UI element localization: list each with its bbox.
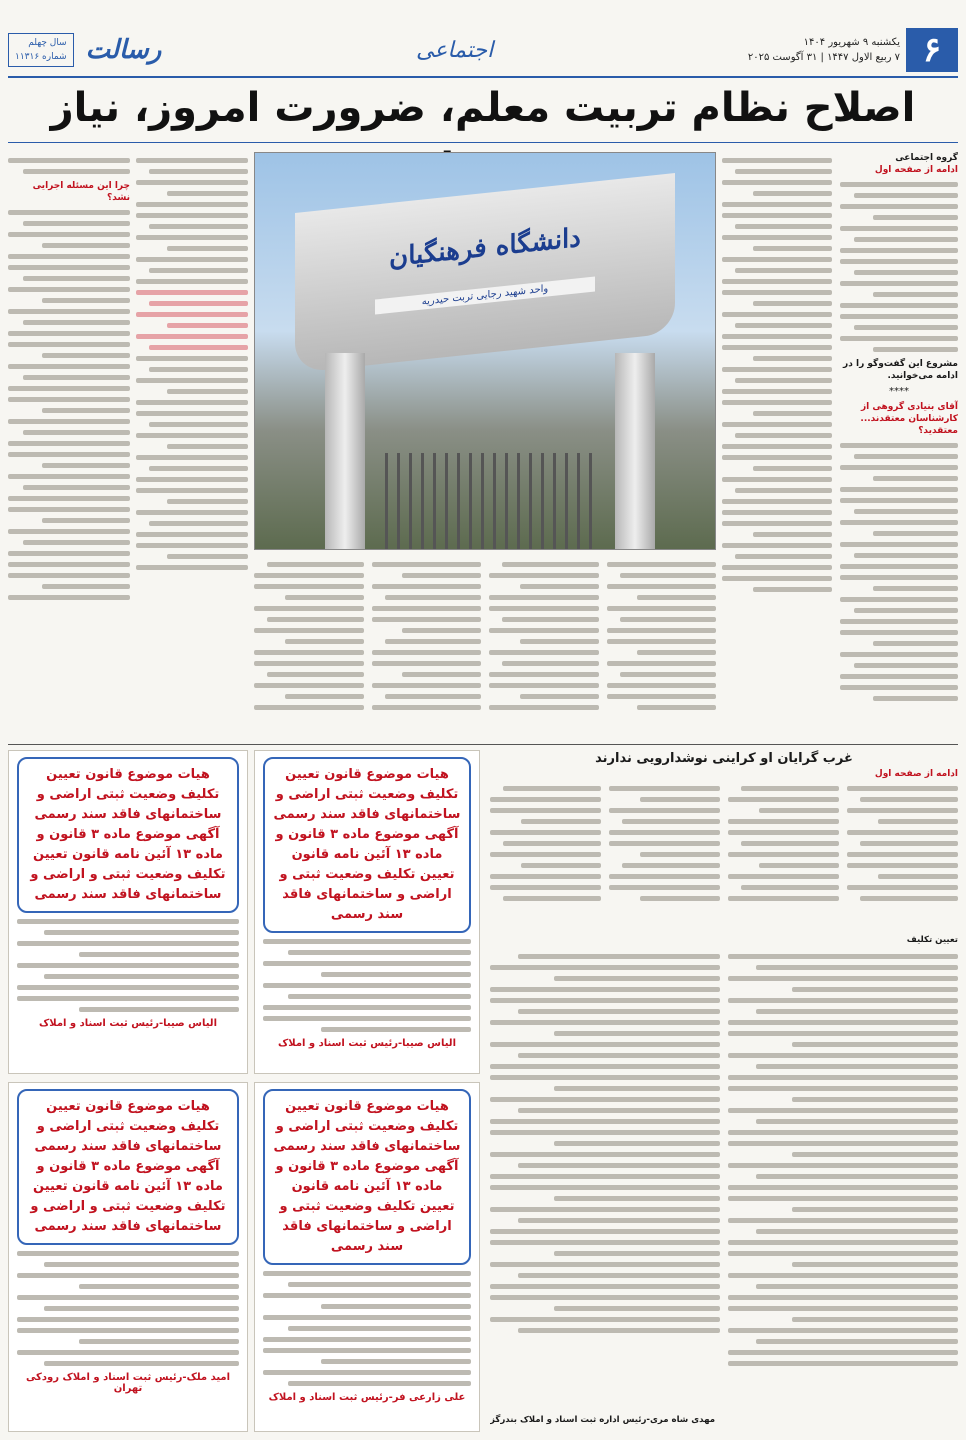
photo-gate-bars	[385, 453, 595, 550]
text-placeholder	[263, 939, 471, 1032]
text-placeholder	[8, 210, 130, 600]
text-placeholder	[8, 158, 130, 174]
notice-title-frame	[263, 757, 471, 933]
date-line-1: یکشنبه ۹ شهریور ۱۴۰۴	[803, 37, 900, 48]
article-column-right	[840, 152, 958, 738]
masthead	[8, 28, 958, 72]
article-photo	[254, 152, 716, 550]
notice-box	[8, 750, 248, 1074]
continue-label: ادامه از صفحه اول	[874, 165, 958, 175]
text-placeholder	[17, 1251, 239, 1366]
legal-notices-list	[490, 932, 958, 1432]
issue-line-2: شماره ۱۱۳۱۶	[15, 52, 67, 62]
separator-stars: ****	[889, 386, 909, 397]
pull-quote-placeholder	[136, 290, 248, 350]
masthead-right	[748, 28, 958, 72]
masthead-left	[8, 33, 161, 67]
photo-arch-subtitle: واحد شهید رجایی تربت حیدریه	[375, 276, 595, 314]
legal-list-header: تعیین تکلیف	[906, 935, 958, 945]
notice-signature: امید ملک-رئیس ثبت اسناد و املاک رودکی تهران	[25, 1372, 231, 1394]
issue-block	[8, 33, 74, 67]
text-placeholder	[840, 182, 958, 352]
lower-story	[490, 750, 958, 926]
lower-story-continue: ادامه از صفحه اول	[874, 769, 958, 779]
headline-rule	[8, 142, 958, 143]
text-placeholder	[17, 919, 239, 1012]
legal-list-signature: مهدی شاه مری-رئیس اداره ثبت اسناد و املاک بندرگز	[490, 1415, 716, 1425]
photo-gate-post	[615, 353, 655, 550]
notice-title: هیات موضوع قانون تعیین تکلیف وضعیت ثبتی اراضی و ساختمانهای فاقد سند رسمی آگهی موضوع ماده ۳ قانون و ماده ۱۳ آئین نامه قانون تعیین تکلیف وضعیت ثبتی و اراضی و ساختمانهای فاقد سند رسمی	[273, 767, 461, 922]
article-column-2	[722, 152, 832, 738]
text-placeholder	[840, 443, 958, 701]
notice-title: هیات موضوع قانون تعیین تکلیف وضعیت ثبتی اراضی و ساختمانهای فاقد سند رسمی آگهی موضوع ماده ۳ قانون و ماده ۱۳ آئین نامه قانون تعیین تکلیف وضعیت ثبتی و اراضی و ساختمانهای فاقد سند رسمی	[30, 767, 226, 902]
text-placeholder	[263, 1271, 471, 1386]
notice-box	[254, 1082, 480, 1432]
text-placeholder	[136, 158, 248, 284]
lower-story-title: غرب گرایان او کراینی نوشدارویی ندارند	[595, 751, 853, 766]
pull-quote-end: معتقدید؟	[918, 426, 958, 436]
text-placeholder	[490, 948, 958, 1372]
article-column-left	[8, 152, 130, 738]
text-placeholder	[254, 556, 716, 716]
page-headline: اصلاح نظام تربیت معلم، ضرورت امروز، نیاز	[50, 85, 916, 131]
issue-line-1: سال چهلم	[28, 38, 67, 48]
pull-quote: آقای بنیادی گروهی از کارشناسان معتقدند...	[860, 402, 958, 424]
article-under-photo	[254, 556, 716, 738]
date-line-2: ۷ ربیع الاول ۱۴۴۷ | ۳۱ آگوست ۲۰۲۵	[747, 52, 900, 63]
notice-title: هیات موضوع قانون تعیین تکلیف وضعیت ثبتی اراضی و ساختمانهای فاقد سند رسمی آگهی موضوع ماده ۳ قانون و ماده ۱۳ آئین نامه قانون تعیین تکلیف وضعیت ثبتی و اراضی و ساختمانهای فاقد سند رسمی	[30, 1099, 226, 1234]
section-divider	[8, 744, 958, 745]
group-label: گروه اجتماعی	[895, 153, 958, 163]
column-subhead: چرا این مسئله اجرایی نشد؟	[32, 181, 130, 203]
notice-title-frame	[17, 1089, 239, 1245]
notice-title: هیات موضوع قانون تعیین تکلیف وضعیت ثبتی اراضی و ساختمانهای فاقد سند رسمی آگهی موضوع ماده ۳ قانون و ماده ۱۳ آئین نامه قانون تعیین تکلیف وضعیت ثبتی و اراضی و ساختمانهای فاقد سند رسمی	[273, 1099, 461, 1254]
page-number: ۶	[906, 28, 958, 72]
quote-intro: مشروع این گفت‌وگو را در ادامه می‌خوانید.	[843, 359, 958, 381]
article-column-left-2	[136, 152, 248, 738]
date-block	[748, 35, 900, 65]
photo-gate-post	[325, 353, 365, 550]
notice-box	[254, 750, 480, 1074]
notice-signature: علی زارعی فر-رئیس ثبت اسناد و املاک	[268, 1392, 466, 1403]
notice-box	[8, 1082, 248, 1432]
section-label: اجتماعی	[415, 37, 494, 63]
notice-signature: الیاس صیبا-رئیس ثبت اسناد و املاک	[38, 1018, 217, 1029]
text-placeholder	[722, 158, 832, 592]
notice-title-frame	[263, 1089, 471, 1265]
notice-title-frame	[17, 757, 239, 913]
notice-signature: الیاس صیبا-رئیس ثبت اسناد و املاک	[277, 1038, 456, 1049]
photo-arch-text: دانشگاه فرهنگیان	[389, 222, 581, 274]
text-placeholder	[490, 780, 958, 907]
text-placeholder	[136, 356, 248, 570]
brand-logo: رسالت	[85, 35, 162, 65]
